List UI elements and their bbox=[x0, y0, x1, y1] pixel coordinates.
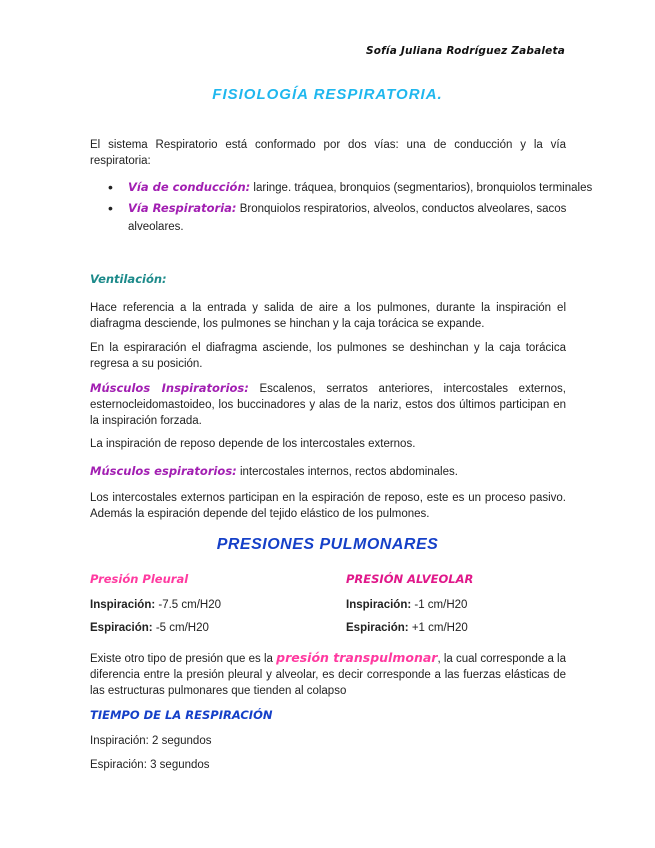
alveolar-inspiracion-label: Inspiración: bbox=[346, 599, 412, 611]
via-conduccion-label: Vía de conducción: bbox=[128, 180, 251, 194]
alveolar-espiracion-label: Espiración: bbox=[346, 622, 409, 634]
alveolar-espiracion bbox=[346, 622, 468, 634]
presion-transpulmonar-paragraph bbox=[90, 650, 566, 699]
ventilacion-paragraph-1: Hace referencia a la entrada y salida de aire a los pulmones, durante la inspiración el diafragma desciende, los pulmones se hinchan y la caja torácica se expande. bbox=[90, 302, 566, 330]
via-respiratoria-text: Bronquiolos respiratorios, alveolos, conductos alveolares, sacos alveolares. bbox=[128, 203, 567, 233]
pleural-inspiracion-label: Inspiración: bbox=[90, 599, 156, 611]
ventilacion-paragraph-2: En la espiraración el diafragma asciende, los pulmones se deshinchan y la caja torácica regresa a su posición. bbox=[90, 342, 566, 370]
musculos-inspiratorios-label: Músculos Inspiratorios: bbox=[90, 381, 249, 395]
ventilacion-heading: Ventilación: bbox=[90, 272, 167, 286]
musculos-espiratorios-text: intercostales internos, rectos abdominales. bbox=[236, 466, 458, 478]
musculos-espiratorios-paragraph bbox=[90, 463, 566, 480]
via-conduccion-text: laringe. tráquea, bronquios (segmentarios), bronquiolos terminales bbox=[250, 182, 593, 194]
musculos-inspiratorios-text: Escalenos, serratos anteriores, intercostales externos, esternocleidomastoideo, los buccinadores y alas de la nariz, estos dos últimos participan en la inspiración forzada. bbox=[90, 383, 566, 427]
pleural-inspiracion-value: -7.5 cm/H20 bbox=[155, 599, 222, 611]
alveolar-inspiracion-value: -1 cm/H20 bbox=[411, 599, 468, 611]
vias-list bbox=[90, 178, 604, 238]
presion-alveolar-heading: PRESIÓN ALVEOLAR bbox=[346, 572, 474, 586]
musculos-inspiratorios-paragraph bbox=[90, 380, 566, 429]
intercostales-paragraph: Los intercostales externos participan en la espiración de reposo, este es un proceso pasivo. Además la espiración depende del tejido elástico de los pulmones. bbox=[90, 492, 566, 520]
presion-transpulmonar-label: presión transpulmonar bbox=[276, 650, 438, 665]
transpulmonar-text-before: Existe otro tipo de presión que es la bbox=[90, 653, 277, 665]
transpulmonar-text-after: , la cual corresponde a la diferencia entre la presión pleural y alveolar, es decir corresponde a las fuerzas elásticas de las estructuras pulmonares que tienden al colapso bbox=[90, 653, 567, 697]
pleural-inspiracion bbox=[90, 599, 221, 611]
alveolar-inspiracion bbox=[346, 599, 467, 611]
musculos-espiratorios-label: Músculos espiratorios: bbox=[90, 464, 237, 478]
list-item bbox=[128, 199, 604, 236]
tiempo-heading: TIEMPO DE LA RESPIRACIÓN bbox=[90, 708, 273, 722]
page-title: FISIOLOGÍA RESPIRATORIA. bbox=[212, 86, 443, 103]
author-name: Sofía Juliana Rodríguez Zabaleta bbox=[365, 45, 565, 57]
presion-pleural-heading: Presión Pleural bbox=[90, 572, 189, 586]
alveolar-espiracion-value: +1 cm/H20 bbox=[408, 622, 468, 634]
via-respiratoria-label: Vía Respiratoria: bbox=[128, 201, 237, 215]
tiempo-espiracion: Espiración: 3 segundos bbox=[90, 759, 210, 771]
tiempo-inspiracion: Inspiración: 2 segundos bbox=[90, 735, 212, 747]
pleural-espiracion-value: -5 cm/H20 bbox=[152, 622, 209, 634]
presiones-title: PRESIONES PULMONARES bbox=[216, 536, 439, 553]
pleural-espiracion-label: Espiración: bbox=[90, 622, 153, 634]
pleural-espiracion bbox=[90, 622, 209, 634]
inspiracion-reposo-paragraph: La inspiración de reposo depende de los intercostales externos. bbox=[90, 438, 416, 450]
list-item bbox=[128, 178, 604, 197]
intro-paragraph: El sistema Respiratorio está conformado por dos vías: una de conducción y la vía respiratoria: bbox=[90, 139, 566, 167]
